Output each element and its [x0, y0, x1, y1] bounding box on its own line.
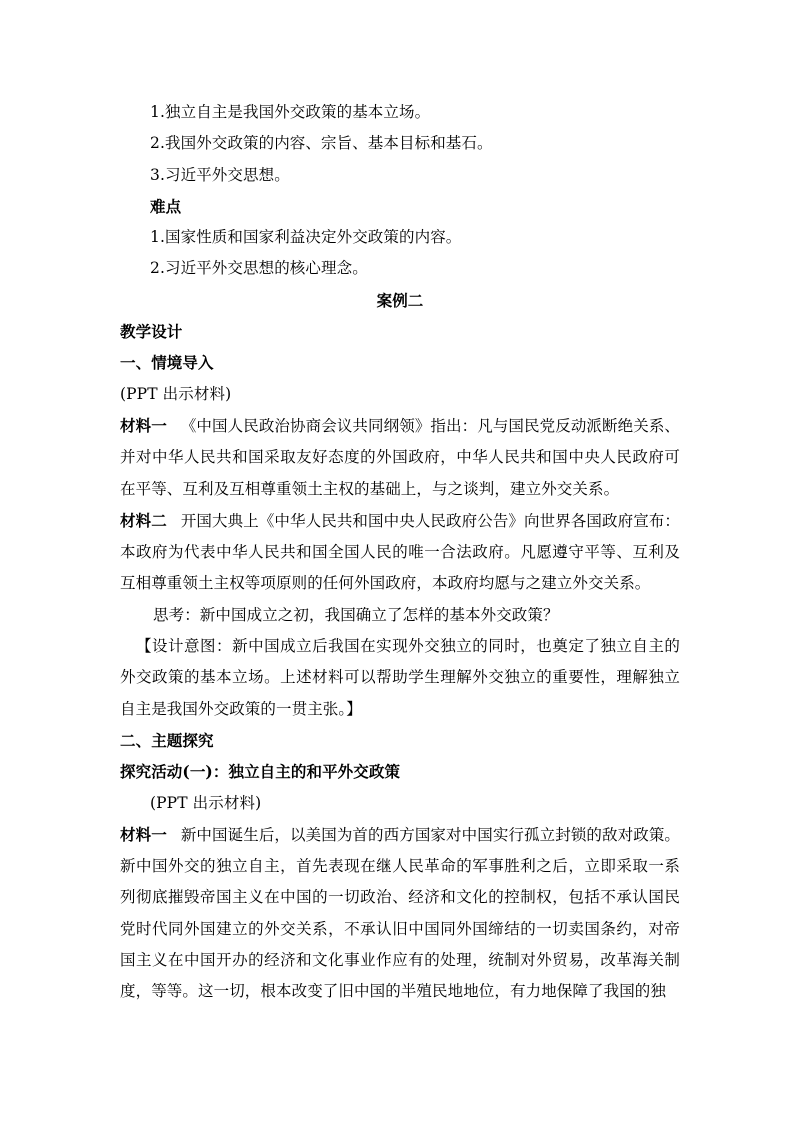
section-2-heading: 二、主题探究: [120, 730, 214, 750]
material-text: 开国大典上《中华人民共和国中央人民政府公告》向世界各国政府宣布：本政府为代表中华人民共和国全国人民的唯一合法政府。凡愿遵守平等、互利及互相尊重领土主权等项原则的任何外国政府，本政府均愿与之建立外交关系。: [120, 511, 681, 593]
design-heading: 教学设计: [120, 322, 183, 342]
section-2-material-1: [120, 819, 680, 1008]
case-title: 案例二: [376, 290, 424, 310]
section-1-material-1: [120, 410, 680, 505]
section-1-ppt-note: (PPT 出示材料): [120, 384, 232, 403]
material-label: 材料一: [120, 415, 167, 435]
think-question: 思考：新中国成立之初，我国确立了怎样的基本外交政策？: [153, 605, 559, 624]
section-1-heading: 一、情境导入: [120, 353, 214, 373]
key-point-3: 3.习近平外交思想。: [150, 165, 290, 184]
difficulty-heading: 难点: [150, 196, 182, 216]
difficulty-point-2: 2.习近平外交思想的核心理念。: [150, 259, 368, 278]
material-text: 《中国人民政治协商会议共同纲领》指出：凡与国民党反动派断绝关系、并对中华人民共和国采取友好态度的外国政府，中华人民共和国中央人民政府可在平等、互利及互相尊重领土主权的基础上，与之谈判，建立外交关系。: [120, 416, 681, 498]
document-body: [120, 97, 680, 1008]
section-2-ppt-note: (PPT 出示材料): [150, 793, 262, 812]
difficulty-point-1: 1.国家性质和国家利益决定外交政策的内容。: [150, 228, 462, 247]
design-intent: 【设计意图：新中国成立后我国在实现外交独立的同时，也奠定了独立自主的外交政策的基本立场。上述材料可以帮助学生理解外交独立的重要性，理解独立自主是我国外交政策的一贯主张。】: [120, 637, 680, 718]
activity-title: 探究活动(一)：独立自主的和平外交政策: [120, 762, 401, 782]
key-point-1: 1.独立自主是我国外交政策的基本立场。: [150, 103, 431, 121]
material-label: 材料一: [120, 824, 167, 844]
material-label: 材料二: [120, 510, 167, 530]
material-text: 新中国诞生后，以美国为首的西方国家对中国实行孤立封锁的敌对政策。新中国外交的独立自主，首先表现在继人民革命的军事胜利之后，立即采取一系列彻底摧毁帝国主义在中国的一切政治、经济和文化的控制权，包括不承认国民党时代同外国建立的外交关系，不承认旧中国同外国缔结的一切卖国条约，对帝国主义在中国开办的经济和文化事业作应有的处理，统制对外贸易，改革海关制度，等等。这一切，根本改变了旧中国的半殖民地地位，有力地保障了我国的独: [120, 825, 681, 1001]
section-1-material-2: [120, 505, 680, 600]
key-point-2: 2.我国外交政策的内容、宗旨、基本目标和基石。: [150, 134, 493, 153]
